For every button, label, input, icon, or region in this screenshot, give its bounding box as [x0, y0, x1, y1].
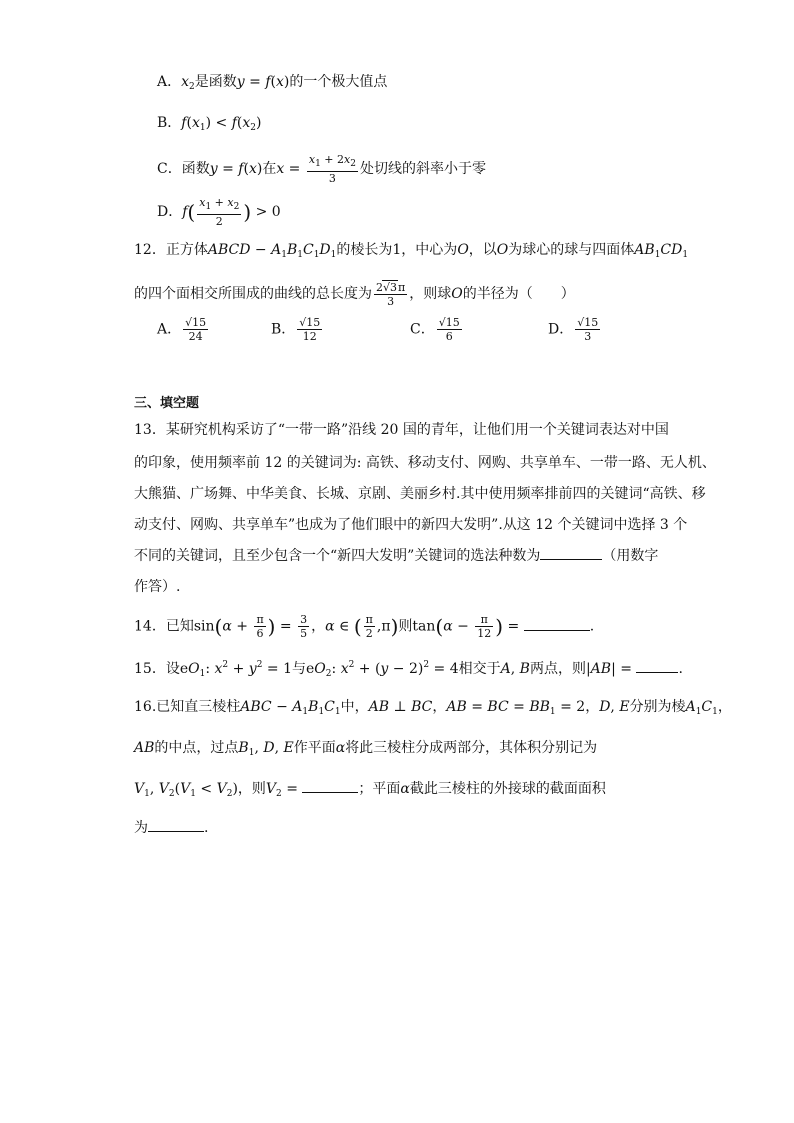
q12-option-b: B． $\frac{√15}{12}$: [271, 316, 321, 343]
q13-line2: 的印象，使用频率前 12 的关键词为: 高铁、移动支付、网购、共享单车、一带一路、无人机、: [134, 455, 716, 471]
q12-option-d: D． $\frac{√15}{3}$: [548, 316, 599, 343]
q12-option-c: C． $\frac{√15}{6}$: [410, 316, 460, 343]
q11-option-a: A．$x_2$是函数y = f(x)的一个极大值点: [157, 74, 388, 92]
q14-line: 14．已知sin(α + $\frac{\pi}{6}$ ) = $\frac{3}{5}$ ，α ∈ ( $\frac{\pi}{2}$ ,π)则tan(α − $\frac{\pi}{12}$ ) = .: [134, 613, 595, 640]
q13-line1: 13．某研究机构采访了“一带一路”沿线 20 国的青年，让他们用一个关键词表达对中国: [134, 422, 669, 438]
q11-option-c: C．函数y = f(x)在x = $\frac{x_1 + 2x_2}{3}$ 处切线的斜率小于零: [157, 153, 486, 185]
q15-line: 15．设$eO_1$: $x^2 + y^2 = 1$与$eO_2$: $x^2 + (y - 2)^2 = 4$相交于A, B两点，则|AB| = .: [134, 660, 683, 679]
q12-option-a: A． $\frac{√15}{24}$: [157, 316, 207, 343]
q13-line3: 大熊猫、广场舞、中华美食、长城、京剧、美丽乡村.其中使用频率排前四的关键词“高铁、移: [134, 486, 706, 502]
q12-line2: 的四个面相交所围成的曲线的总长度为 $\frac{2√3\pi}{3}$ ，则球O的半径为（ ）: [134, 281, 575, 308]
q11-option-d: D．f( $\frac{x_1 + x_2}{2}$ ) > 0: [157, 196, 281, 228]
q16-line4: 为 .: [134, 820, 209, 836]
q12-line1: 12．正方体ABCD − $A_1B_1C_1D_1$的棱长为1，中心为O，以O为球心的球与四面体$AB_1CD_1$: [134, 242, 689, 260]
answer-blank: [148, 819, 204, 832]
q11-option-b: B．$f(x_1) < f(x_2)$: [157, 115, 262, 133]
q13-line6: 作答）.: [134, 579, 181, 595]
section-title: 三、填空题: [134, 396, 200, 411]
fraction: $\frac{x_1 + 2x_2}{3}$: [308, 153, 356, 185]
q13-line4: 动支付、网购、共享单车”也成为了他们眼中的新四大发明”.从这 12 个关键词中选择 3 个: [134, 517, 688, 533]
answer-blank: [540, 547, 602, 560]
answer-blank: [302, 780, 358, 793]
answer-blank: [524, 618, 590, 631]
q16-line1: 16.已知直三棱柱ABC − $A_1B_1C_1$中，AB ⊥ BC，AB = BC = $BB_1 = 2$，D, E分别为棱$A_1C_1$，: [134, 699, 732, 717]
q13-line5: 不同的关键词，且至少包含一个“新四大发明”关键词的选法种数为 （用数字: [134, 548, 659, 564]
answer-blank: [636, 660, 678, 673]
q16-line3: $V_1$, $V_2(V_1 < V_2)$，则$V_2$ = ；平面α截此三棱柱的外接球的截面面积: [134, 781, 606, 799]
q16-line2: AB的中点，过点$B_1$, D, E作平面α将此三棱柱分成两部分，其体积分别记为: [134, 740, 598, 758]
